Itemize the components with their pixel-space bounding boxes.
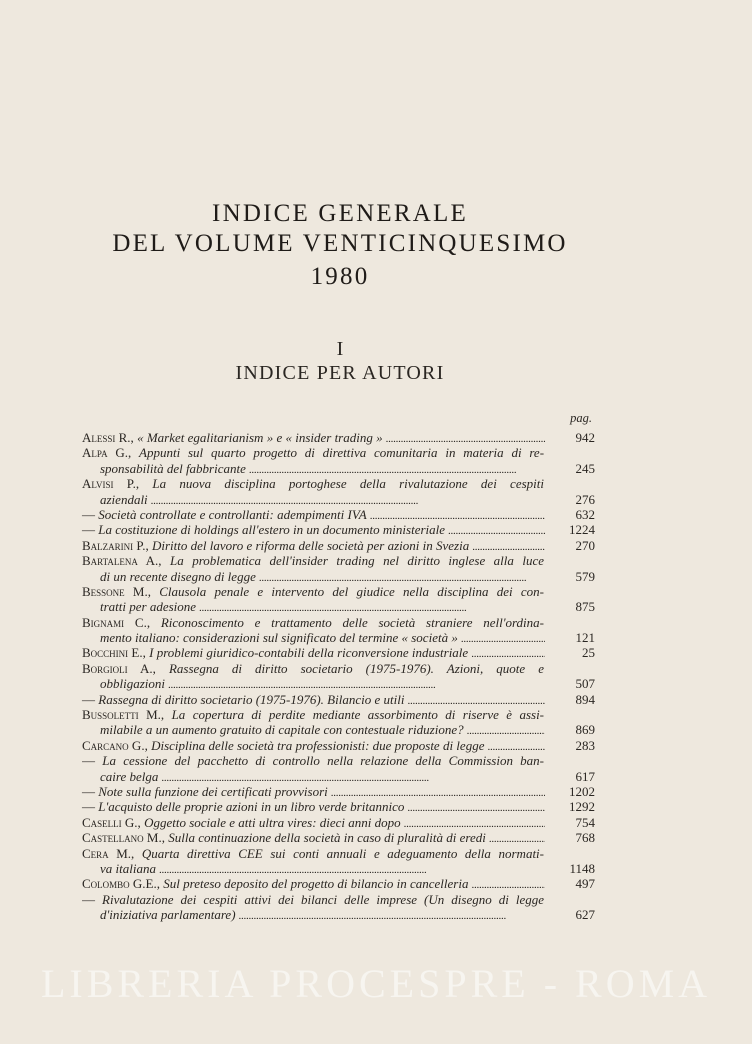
entry-page-number: 283 [575,737,595,753]
index-entry [82,645,595,660]
entry-line [82,615,544,630]
entry-line [82,722,595,737]
entry-title: La copertura di perdite mediante assorbimento di riserve è assi- [171,707,544,723]
page-column-label: pag. [570,411,592,425]
entry-text [100,492,148,507]
dot-leader [458,630,545,645]
index-entry [82,430,595,445]
dot-leader [236,907,545,922]
entry-text [82,784,328,799]
entry-author: Bessone M., [82,583,151,599]
entry-text [82,584,544,599]
entry-line [82,707,544,722]
entry-text [82,522,445,537]
entry-author: Cera M., [82,845,135,861]
dot-leader [445,522,545,537]
entry-title: aziendali [100,491,148,507]
entry-author: Bussoletti M., [82,707,165,723]
index-entry [82,584,595,615]
entry-text [82,645,468,660]
section-number: I [336,338,344,360]
entry-title: Sul preteso deposito del progetto di bilancio in cancelleria [163,876,469,892]
volume-title-line2: DEL VOLUME VENTICINQUESIMO [112,230,568,257]
entry-title: caire belga [100,768,159,784]
entry-page-number: 894 [575,691,595,707]
index-entry [82,538,595,553]
entry-line [82,492,595,507]
entry-author: Colombo G.E., [82,876,161,892]
entry-title: Riconoscimento e trattamento delle società straniere nell'ordina- [160,614,544,630]
entry-author: Borgioli A., [82,660,156,676]
entry-title: va italiana [100,860,156,876]
entry-title: mento italiano: considerazioni sul significato del termine « società » [100,630,458,646]
entry-page-number: 1202 [569,783,595,799]
entry-line [82,861,595,876]
entry-line [82,476,544,491]
index-entry [82,615,595,646]
entry-title: Rassegna di diritto societario (1975-1976). Bilancio e utili [98,691,405,707]
entry-page-number: 270 [575,537,595,553]
entry-text [82,538,469,553]
entry-text [82,815,401,830]
entry-line [82,538,595,553]
entry-author: — [82,691,95,707]
entry-page-number: 579 [575,568,595,584]
entry-text [100,569,256,584]
watermark: LIBRERIA PROCESPRE - ROMA [40,961,712,1006]
entry-title: Quarta direttiva CEE sui conti annuali e adeguamento della normati- [141,845,544,861]
entry-page-number: 507 [575,676,595,692]
entry-text [82,553,544,568]
entry-line [82,645,595,660]
entry-title: Appunti sul quarto progetto di direttiva comunitaria in materia di re- [139,445,544,461]
dot-leader [484,738,545,753]
entry-page-number: 869 [575,722,595,738]
entry-title: La problematica dell'insider trading nel diritto inglese alla luce [170,553,544,569]
dot-leader [383,430,545,445]
index-entry [82,553,595,584]
entry-line [82,846,544,861]
entry-text [82,846,544,861]
entry-line [82,830,595,845]
entry-title: obbligazioni [100,676,166,692]
entry-line [82,799,595,814]
entry-text [82,692,404,707]
index-entry [82,707,595,738]
entry-title: Oggetto sociale e atti ultra vires: dieci anni dopo [144,814,401,830]
dot-leader [148,492,545,507]
index-entry [82,445,595,476]
dot-leader [246,461,545,476]
index-entry [82,661,595,692]
index-entry [82,815,595,830]
entry-text [82,445,544,460]
entry-title: Disciplina delle società tra professionisti: due proposte di legge [151,737,485,753]
entry-line [82,769,595,784]
entry-author: Caselli G., [82,814,141,830]
entry-text [82,615,544,630]
entry-text [100,907,236,922]
entry-text [100,861,156,876]
volume-title-line1: INDICE GENERALE [212,200,468,227]
entry-page-number: 627 [575,907,595,923]
entry-author: Balzarini P., [82,537,149,553]
dot-leader [401,815,545,830]
entry-title: La nuova disciplina portoghese della rivalutazione dei cespiti [152,476,544,492]
entry-line [82,692,595,707]
index-entry [82,753,595,784]
volume-year: 1980 [310,263,370,290]
entry-author: — [82,799,95,815]
entry-author: — [82,783,95,799]
entry-line [82,876,595,891]
entry-text [100,630,458,645]
entry-author: Alvisi P., [82,476,140,492]
index-entry [82,830,595,845]
entry-line [82,445,544,460]
dot-leader [469,538,545,553]
entry-line [82,461,595,476]
entry-page-number: 632 [575,506,595,522]
entry-text [82,476,544,491]
index-entry [82,846,595,877]
entry-title: La cessione del pacchetto di controllo nella relazione della Commission ban- [102,753,544,769]
entry-author: — [82,506,95,522]
entry-text [82,507,367,522]
entry-author: — [82,891,95,907]
entry-page-number: 942 [575,430,595,445]
index-entry [82,522,595,537]
entry-text [100,461,246,476]
index-entry [82,892,595,923]
entry-text [82,892,544,907]
entry-page-number: 25 [582,645,595,661]
dot-leader [464,722,545,737]
entry-title: Rassegna di diritto societario (1975-1976). Azioni, quote e [168,660,544,676]
entry-text [100,676,165,691]
entry-title: milabile a un aumento gratuito di capitale con contestuale riduzione? [100,722,464,738]
entry-author: Alessi R., [82,430,134,445]
dot-leader [404,799,545,814]
entry-line [82,569,595,584]
entry-line [82,738,595,753]
entry-line [82,430,595,445]
dot-leader [367,507,545,522]
dot-leader [196,599,545,614]
entry-title: Sulla continuazione della società in caso di pluralità di eredi [168,830,486,846]
entry-page-number: 768 [575,830,595,846]
author-index-list [82,430,595,923]
entry-page-number: 245 [575,460,595,476]
entry-author: Castellano M., [82,830,165,846]
entry-text [82,876,468,891]
entry-text [82,738,484,753]
dot-leader [468,876,545,891]
index-entry [82,784,595,799]
entry-line [82,753,544,768]
index-entry [82,692,595,707]
entry-title: Rivalutazione dei cespiti attivi dei bilanci delle imprese (Un disegno di legge [102,891,544,907]
entry-page-number: 121 [575,630,595,646]
entry-line [82,522,595,537]
entry-title: sponsabilità del fabbricante [100,460,246,476]
entry-page-number: 875 [575,599,595,615]
index-entry [82,876,595,891]
entry-text [82,707,544,722]
entry-line [82,815,595,830]
dot-leader [404,692,545,707]
index-entry [82,738,595,753]
entry-page-number: 1148 [569,860,595,876]
entry-text [82,661,544,676]
entry-line [82,676,595,691]
entry-page-number: 1224 [569,522,595,538]
entry-title: tratti per adesione [100,599,197,615]
entry-text [100,769,158,784]
entry-line [82,784,595,799]
entry-text [82,799,404,814]
dot-leader [468,645,545,660]
entry-page-number: 1292 [569,799,595,815]
entry-text [100,599,196,614]
entry-line [82,907,595,922]
index-entry [82,507,595,522]
entry-page-number: 617 [575,768,595,784]
entry-title: Note sulla funzione dei certificati provvisori [98,783,328,799]
entry-title: di un recente disegno di legge [100,568,256,584]
entry-title: Società controllate e controllanti: adempimenti IVA [98,506,367,522]
entry-author: — [82,522,95,538]
entry-line [82,892,544,907]
entry-text [100,722,464,737]
entry-title: Clausola penale e intervento del giudice nella disciplina dei con- [159,583,544,599]
entry-text [82,753,544,768]
entry-author: Bartalena A., [82,553,162,569]
entry-line [82,553,544,568]
entry-title: d'iniziativa parlamentare) [100,907,236,923]
dot-leader [156,861,545,876]
entry-title: « Market egalitarianism » e « insider trading » [137,430,383,445]
section-title: INDICE PER AUTORI [235,362,445,384]
entry-title: La costituzione di holdings all'estero in un documento ministeriale [98,522,446,538]
dot-leader [165,676,545,691]
entry-page-number: 754 [575,814,595,830]
entry-title: L'acquisto delle proprie azioni in un libro verde britannico [98,799,405,815]
entry-line [82,599,595,614]
entry-author: — [82,753,95,769]
entry-line [82,661,544,676]
index-entry [82,799,595,814]
entry-line [82,507,595,522]
entry-title: Diritto del lavoro e riforma delle società per azioni in Svezia [151,537,470,553]
dot-leader [328,784,545,799]
entry-author: Bocchini E., [82,645,146,661]
index-entry [82,476,595,507]
entry-text [82,430,383,445]
entry-text [82,830,486,845]
entry-author: Bignami C., [82,614,151,630]
entry-title: I problemi giuridico-contabili della riconversione industriale [149,645,469,661]
entry-author: Carcano G., [82,737,148,753]
entry-page-number: 497 [575,876,595,892]
entry-page-number: 276 [575,491,595,507]
entry-author: Alpa G., [82,445,132,461]
dot-leader [256,569,545,584]
dot-leader [158,769,545,784]
entry-line [82,584,544,599]
entry-line [82,630,595,645]
dot-leader [486,830,545,845]
